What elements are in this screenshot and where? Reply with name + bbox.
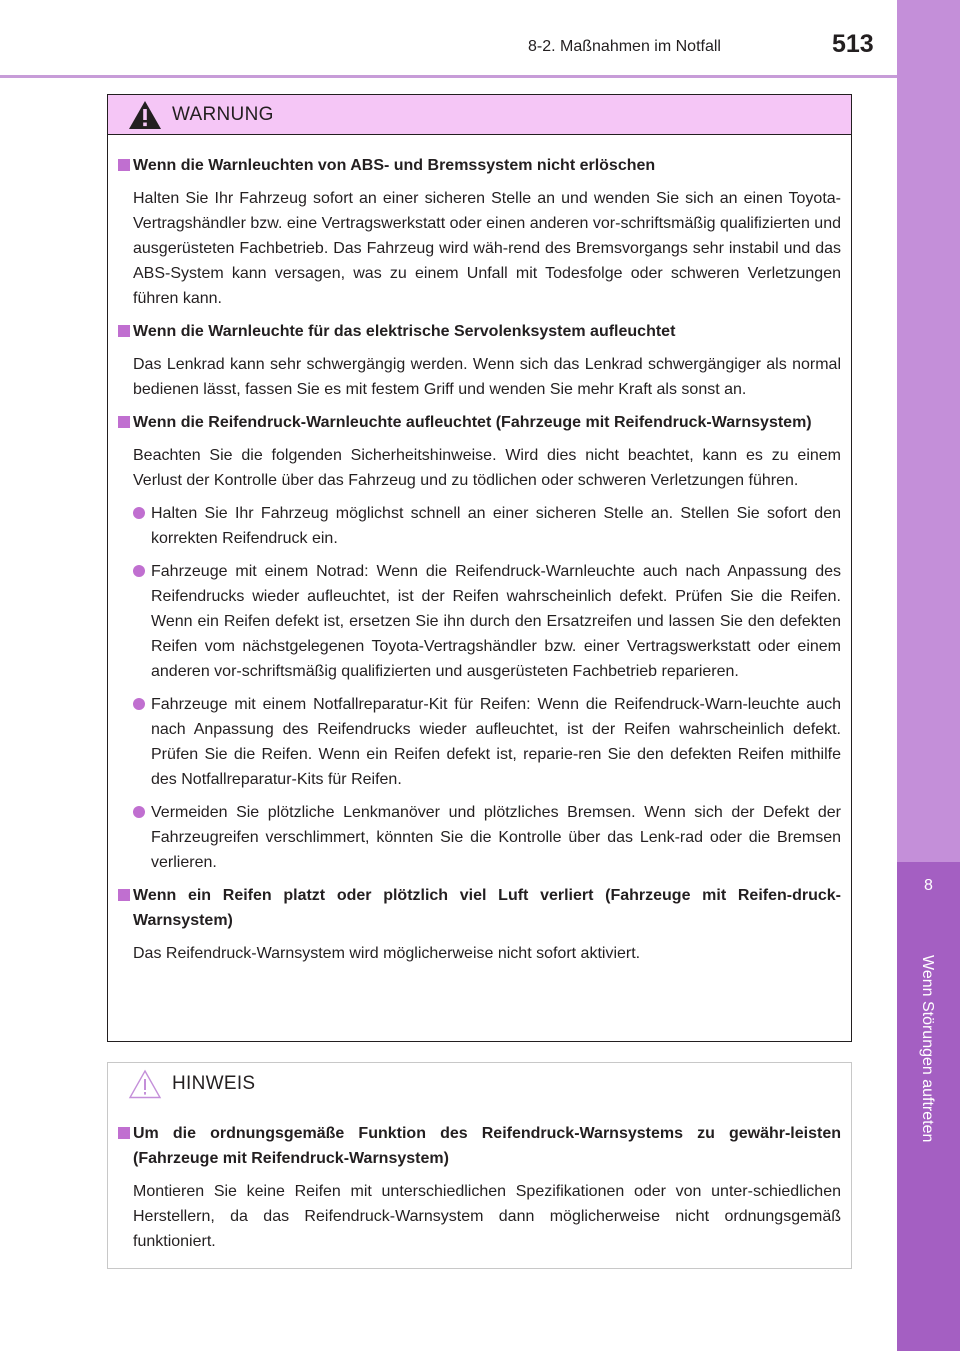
chapter-title: Wenn Störungen auftreten [919,955,936,1143]
list-item [118,501,841,551]
warning-box-header [108,95,851,135]
header-rule [0,75,897,78]
note-title: HINWEIS [172,1073,256,1094]
square-bullet-icon [118,325,130,337]
chapter-number: 8 [924,877,933,894]
square-bullet-icon [118,889,130,901]
item-heading [118,153,841,178]
item-heading-text: Wenn ein Reifen platzt oder plötzlich viel Luft verliert (Fahrzeuge mit Reifen-druck-Warnsystem) [133,887,841,929]
warning-triangle-icon [128,100,162,130]
warning-title: WARNUNG [172,103,274,125]
item-heading-text: Um die ordnungsgemäße Funktion des Reifendruck-Warnsystems zu gewähr-leisten (Fahrzeuge mit Reifendruck-Warnsystem) [133,1125,841,1167]
note-item [118,1121,841,1254]
list-item-text: Fahrzeuge mit einem Notfallreparatur-Kit für Reifen: Wenn die Reifendruck-Warn-leuchte auch nach Anpassung des Reifendrucks wieder aufleuchtet, ist der Reifen wahrscheinlich defekt. Prüfen Sie die Reifen. Wenn ein Reifen defekt ist, reparie-ren Sie den defekten Reifen mithilfe des Notfallreparatur-Kits für Reifen. [151,696,841,788]
square-bullet-icon [118,159,130,171]
list-item [118,692,841,792]
note-body [108,1105,851,1254]
warning-body [108,135,851,966]
list-item [118,800,841,875]
header-section-title: 8-2. Maßnahmen im Notfall [528,38,721,55]
warning-item [118,410,841,875]
item-paragraph: Halten Sie Ihr Fahrzeug sofort an einer sicheren Stelle an und wenden Sie sich an einen Toyota-Vertragshändler bzw. eine Vertragswerkstatt oder einen anderen vor-schriftsmäßig qualifizierten und ausgerüsteten Fachbetrieb. Das Fahrzeug wird wäh-rend des Bremsvorgangs sehr instabil und das ABS-System kann versagen, was zu einem Unfall mit Todesfolge oder schweren Verletzungen führen kann. [133,190,841,307]
warning-item [118,153,841,311]
warning-item [118,319,841,402]
item-heading [118,410,841,435]
list-item-text: Fahrzeuge mit einem Notrad: Wenn die Reifendruck-Warnleuchte auch nach Anpassung des Reifendrucks wieder aufleuchtet, ist der Reifen wahrscheinlich defekt. Prüfen Sie die Reifen. Wenn ein Reifen defekt ist, ersetzen Sie ihn durch den Ersatzreifen und lassen Sie den defekten Reifen vom nächstgelegenen Toyota-Vertragshändler bzw. einer Vertragswerkstatt oder einem anderen vor-schriftsmäßig qualifizierten und ausgerüsteten Fachbetrieb reparieren. [151,563,841,680]
item-heading [118,883,841,933]
item-heading-text: Wenn die Warnleuchte für das elektrische Servolenksystem aufleuchtet [133,323,676,340]
list-item [118,559,841,684]
round-bullet-icon [133,806,145,818]
chapter-side-tab [897,0,960,1351]
square-bullet-icon [118,416,130,428]
warning-item [118,883,841,966]
list-item-text: Vermeiden Sie plötzliche Lenkmanöver und plötzliches Bremsen. Wenn sich der Defekt der Fahrzeugreifen verschlimmert, könnten Sie die Kontrolle über das Lenk-rad oder die Bremsen verlieren. [151,804,841,871]
square-bullet-icon [118,1127,130,1139]
item-heading [118,1121,841,1171]
list-item-text: Halten Sie Ihr Fahrzeug möglichst schnell an einer sicheren Stelle an. Stellen Sie sofort den korrekten Reifendruck ein. [151,505,841,547]
item-paragraph: Montieren Sie keine Reifen mit unterschiedlichen Spezifikationen oder von unter-schiedlichen Herstellern, da das Reifendruck-Warnsystem dann möglicherweise nicht ordnungsgemäß funktioniert. [133,1183,841,1250]
item-heading [118,319,841,344]
item-heading-text: Wenn die Warnleuchten von ABS- und Bremssystem nicht erlöschen [133,157,656,174]
warning-box [107,94,852,1042]
caution-triangle-icon [128,1069,162,1099]
note-box [107,1062,852,1269]
round-bullet-icon [133,698,145,710]
page-number: 513 [832,30,874,58]
item-heading-text: Wenn die Reifendruck-Warnleuchte aufleuchtet (Fahrzeuge mit Reifendruck-Warnsystem) [133,414,812,431]
round-bullet-icon [133,565,145,577]
item-paragraph: Beachten Sie die folgenden Sicherheitshinweise. Wird dies nicht beachtet, kann es zu einem Verlust der Kontrolle über das Fahrzeug und zu tödlichen oder schweren Verletzungen führen. [133,447,841,489]
item-paragraph: Das Lenkrad kann sehr schwergängig werden. Wenn sich das Lenkrad schwergängiger als normal bedienen lässt, fassen Sie es mit festem Griff und wenden Sie mehr Kraft als sonst an. [133,356,841,398]
note-box-header [108,1063,851,1105]
item-paragraph: Das Reifendruck-Warnsystem wird möglicherweise nicht sofort aktiviert. [133,945,641,962]
round-bullet-icon [133,507,145,519]
